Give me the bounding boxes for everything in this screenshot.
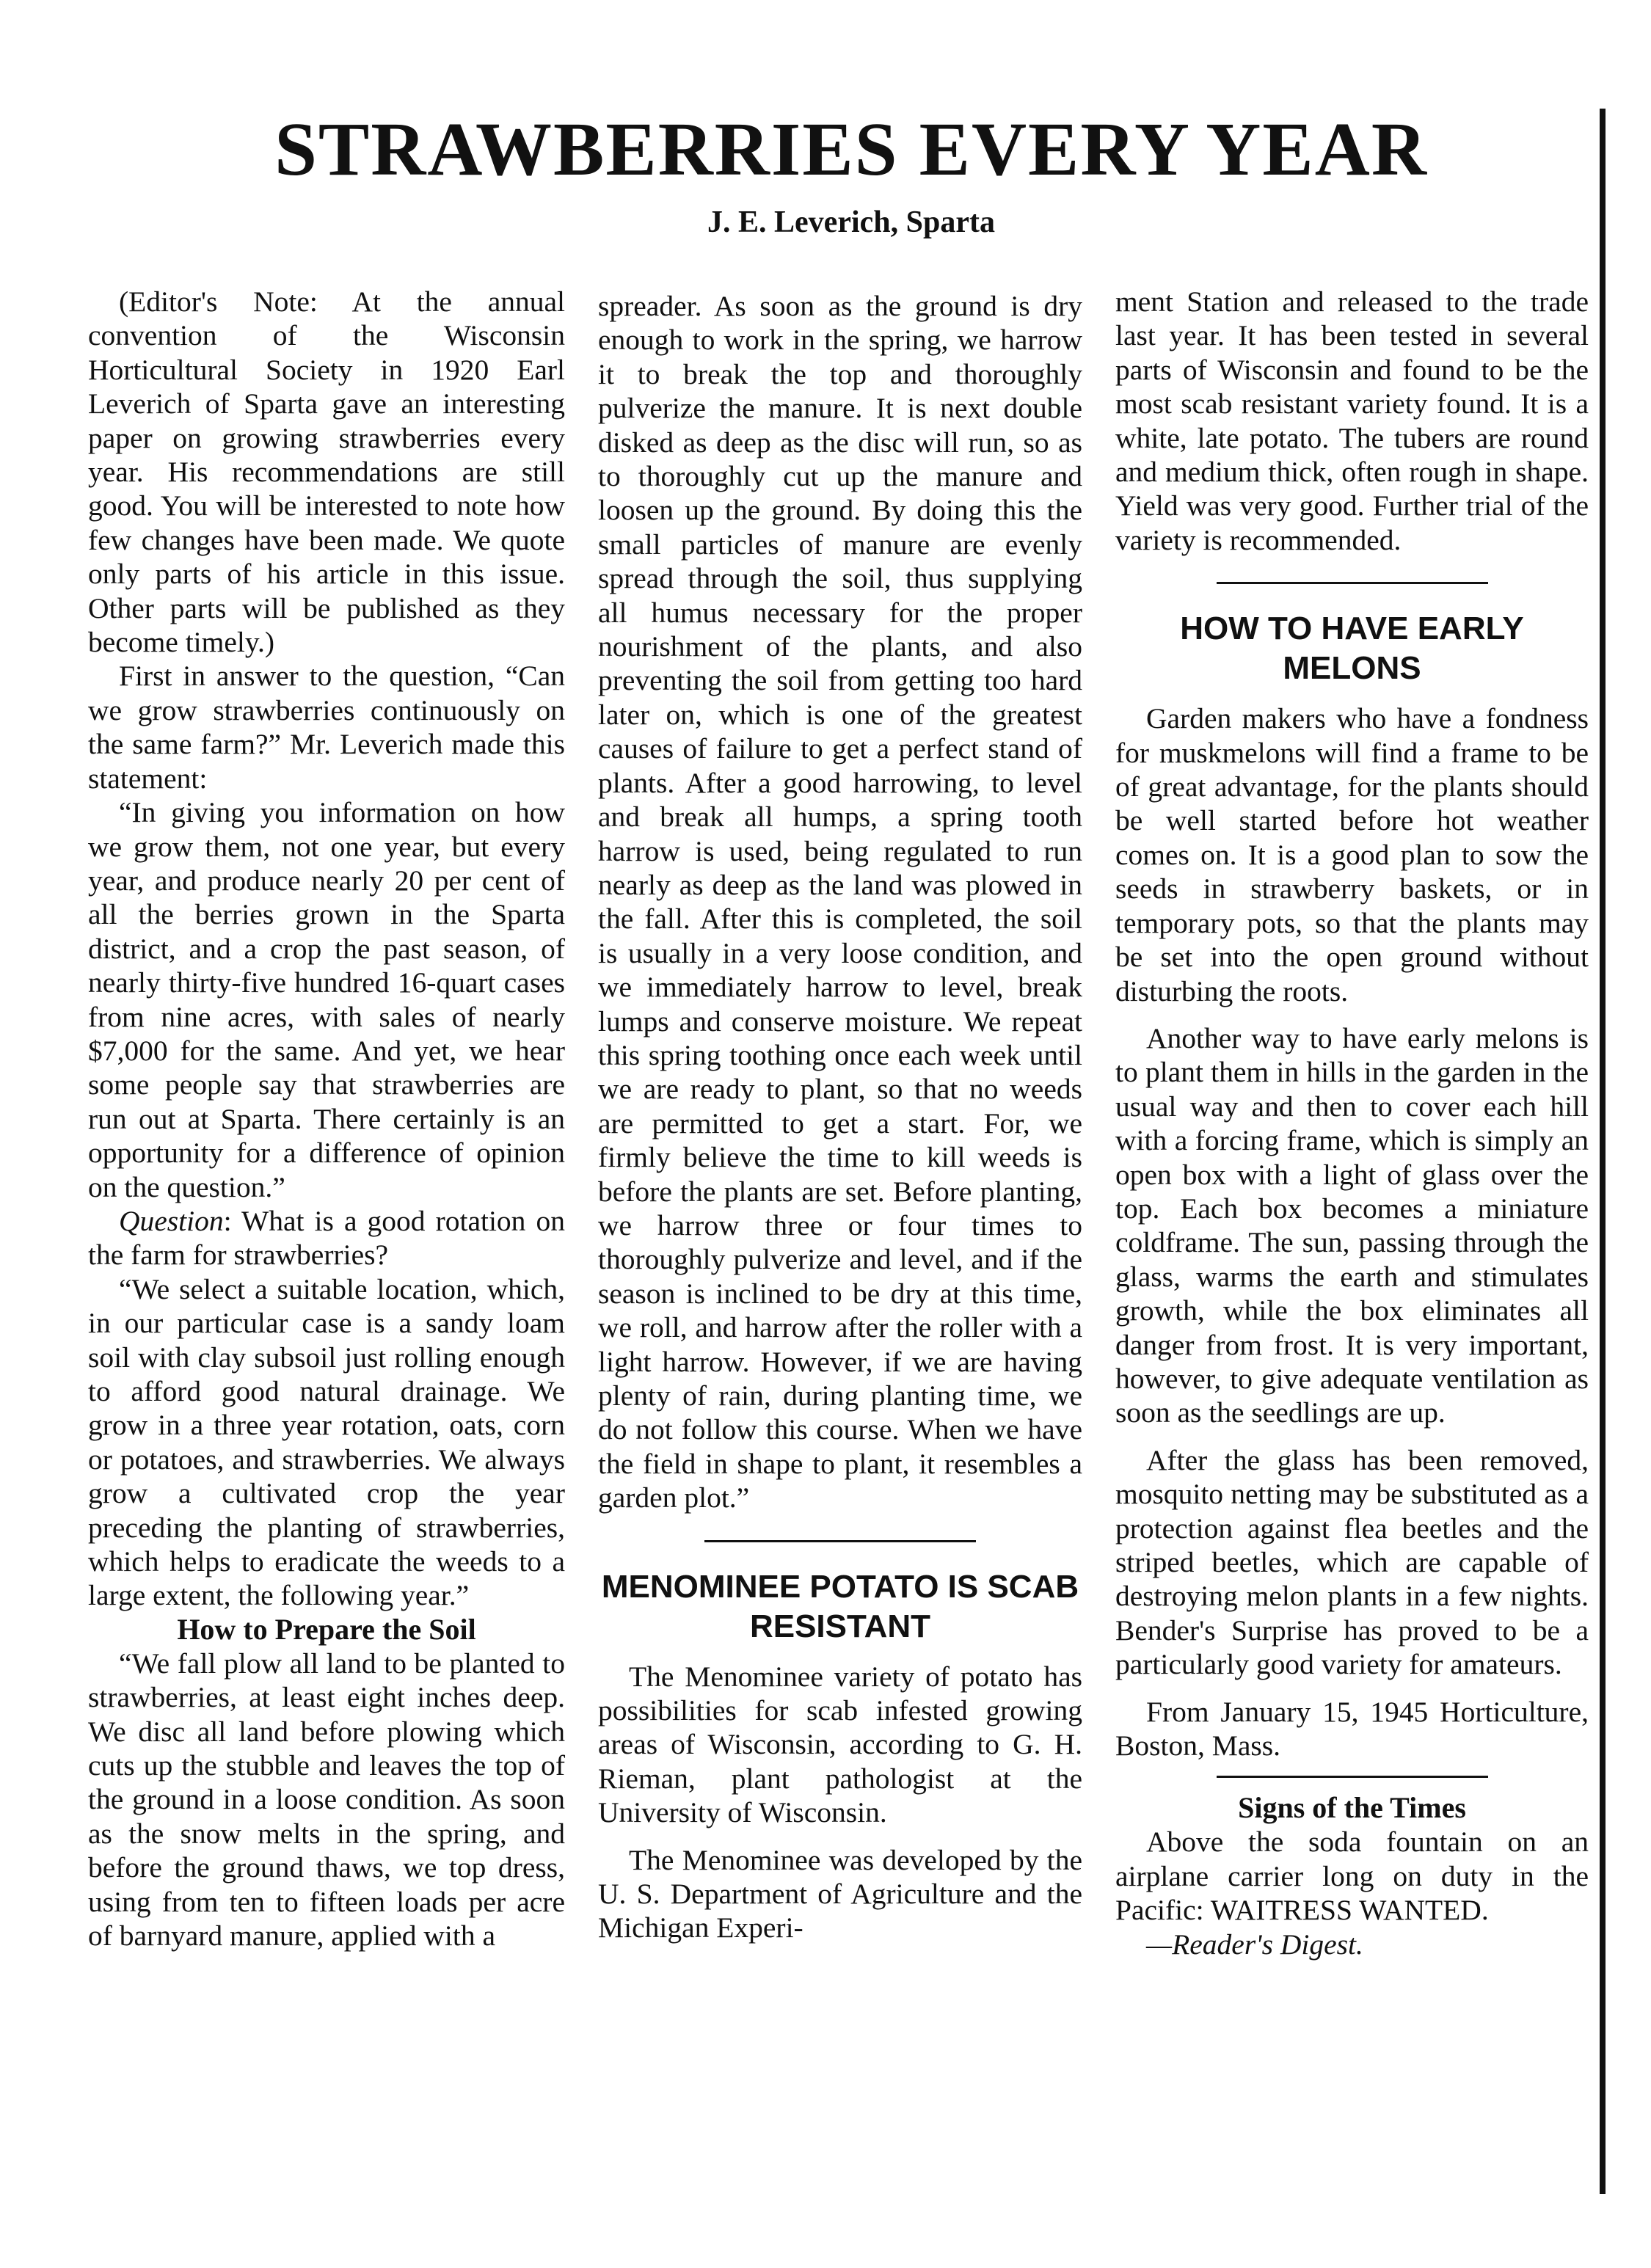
subhead-prepare-soil: How to Prepare the Soil [177,1612,476,1646]
vertical-rule [1600,109,1606,2194]
paragraph: First in answer to the question, “Can we grow strawberries continuously on the same farm?” Mr. Leverich made this statement: [88,660,565,795]
paragraph: Above the soda fountain on an airplane carrier long on duty in the Pacific: WAITRESS WANTED. [1115,1826,1589,1927]
question-text: : What is a good rotation on the farm for strawberries? [88,1204,565,1272]
paragraph: Garden makers who have a fondness for muskmelons will find a frame to be of great advantage, for the plants should be well started before hot weather comes on. It is a good plan to sow the seeds in strawberry baskets, or in temporary pots, so that the plants may be set into the open ground without disturbing the roots. [1115,702,1589,1007]
question-paragraph [88,1204,565,1272]
section-title-menominee: MENOMINEE POTATO IS SCAB RESISTANT [601,1568,1079,1644]
paragraph: ment Station and released to the trade last year. It has been tested in several parts of Wisconsin and found to be the most scab resistant variety found. It is a white, late potato. The tubers are round and medium thick, often rough in shape. Yield was very good. Further trial of the variety is recommended. [1115,285,1589,556]
question-label: Question [119,1204,224,1237]
column-3 [1115,285,1589,1961]
paragraph: After the glass has been removed, mosquito netting may be substituted as a protection against flea beetles and the striped beetles, which are capable of destroying melon plants in a few nights. Bender's Surprise has proved to be a particularly good variety for amateurs. [1115,1443,1589,1681]
column-2 [598,289,1082,1945]
paragraph: spreader. As soon as the ground is dry enough to work in the spring, we harrow it to break the top and thoroughly pulverize the manure. It is next double disked as deep as the disc will run, so as to thoroughly cut up the manure and loosen up the ground. By doing this the small particles of manure are evenly spread through the soil, thus supplying all humus necessary for the proper nourishment of the plants, and also preventing the soil from getting too hard later on, which is one of the greatest causes of failure to get a perfect stand of plants. After a good harrowing, to level and break all humps, a spring tooth harrow is used, being regulated to run nearly as deep as the land was plowed in the fall. After this is completed, the soil is usually in a very loose condition, and we immediately harrow to level, break lumps and conserve moisture. We repeat this spring toothing once each week until we are ready to plant, so that no weeds are permitted to get a start. For, we firmly believe the time to kill weeds is before the plants are set. Before planting, we harrow three or four times to thoroughly pulverize and level, and if the season is inclined to be dry at this time, we roll, and harrow after the roller with a light harrow. However, if we are having plenty of rain, during planting time, we do not follow this course. When we have the field in shape to plant, it resembles a garden plot.” [598,290,1082,1514]
paragraph: From January 15, 1945 Horticulture, Boston, Mass. [1115,1695,1589,1762]
paragraph: Another way to have early melons is to plant them in hills in the garden in the usual way and then to cover each hill with a forcing frame, which is simply an open box with a light of glass over the top. Each box becomes a miniature coldframe. The sun, passing through the glass, warms the earth and stimulates growth, while the box eliminates all danger from frost. It is very important, however, to give adequate ventilation as soon as the seedlings are up. [1115,1021,1589,1429]
paragraph: The Menominee was developed by the U. S. Department of Agriculture and the Michigan Experi- [598,1843,1082,1944]
byline: J. E. Leverich, Sparta [707,205,995,239]
paragraph: “In giving you information on how we grow them, not one year, but every year, and produce nearly 20 per cent of all the berries grown in the Sparta district, and a crop the past season, of nearly thirty-five hundred 16-quart cases from nine acres, with sales of nearly $7,000 for the same. And yet, we hear some people say that strawberries are run out at Sparta. There certainly is an opportunity for a difference of opinion on the question.” [88,796,565,1203]
source-credit: —Reader's Digest. [1146,1928,1363,1961]
paragraph: “We fall plow all land to be planted to strawberries, at least eight inches deep. We disc all land before plowing which cuts up the stubble and leaves the top of the ground in a loose condition. As soon as the snow melts in the spring, and before the ground thaws, we top dress, using from ten to fifteen loads per acre of barnyard manure, applied with a [88,1647,565,1952]
section-title-melons: HOW TO HAVE EARLY MELONS [1180,610,1524,687]
subhead-signs-of-times: Signs of the Times [1238,1791,1466,1825]
editors-note: (Editor's Note: At the annual convention of the Wisconsin Horticultural Society in 1920 Earl Leverich of Sparta gave an interesting paper on growing strawberries every year. His recommendations are still good. You will be interested to note how few changes have been made. We quote only parts of his article in this issue. Other parts will be published as they become timely.) [88,285,565,659]
article-title: STRAWBERRIES EVERY YEAR [274,107,1428,192]
paragraph: “We select a suitable location, which, in our particular case is a sandy loam soil with clay subsoil just rolling enough to afford good natural drainage. We grow in a three year rotation, oats, corn or potatoes, and strawberries. We always grow a cultivated crop the year preceding the planting of strawberries, which helps to eradicate the weeds to a large extent, the following year.” [88,1272,565,1612]
column-1 [88,285,565,1953]
paragraph: The Menominee variety of potato has possibilities for scab infested growing areas of Wisconsin, according to G. H. Rieman, plant pathologist at the University of Wisconsin. [598,1660,1082,1829]
